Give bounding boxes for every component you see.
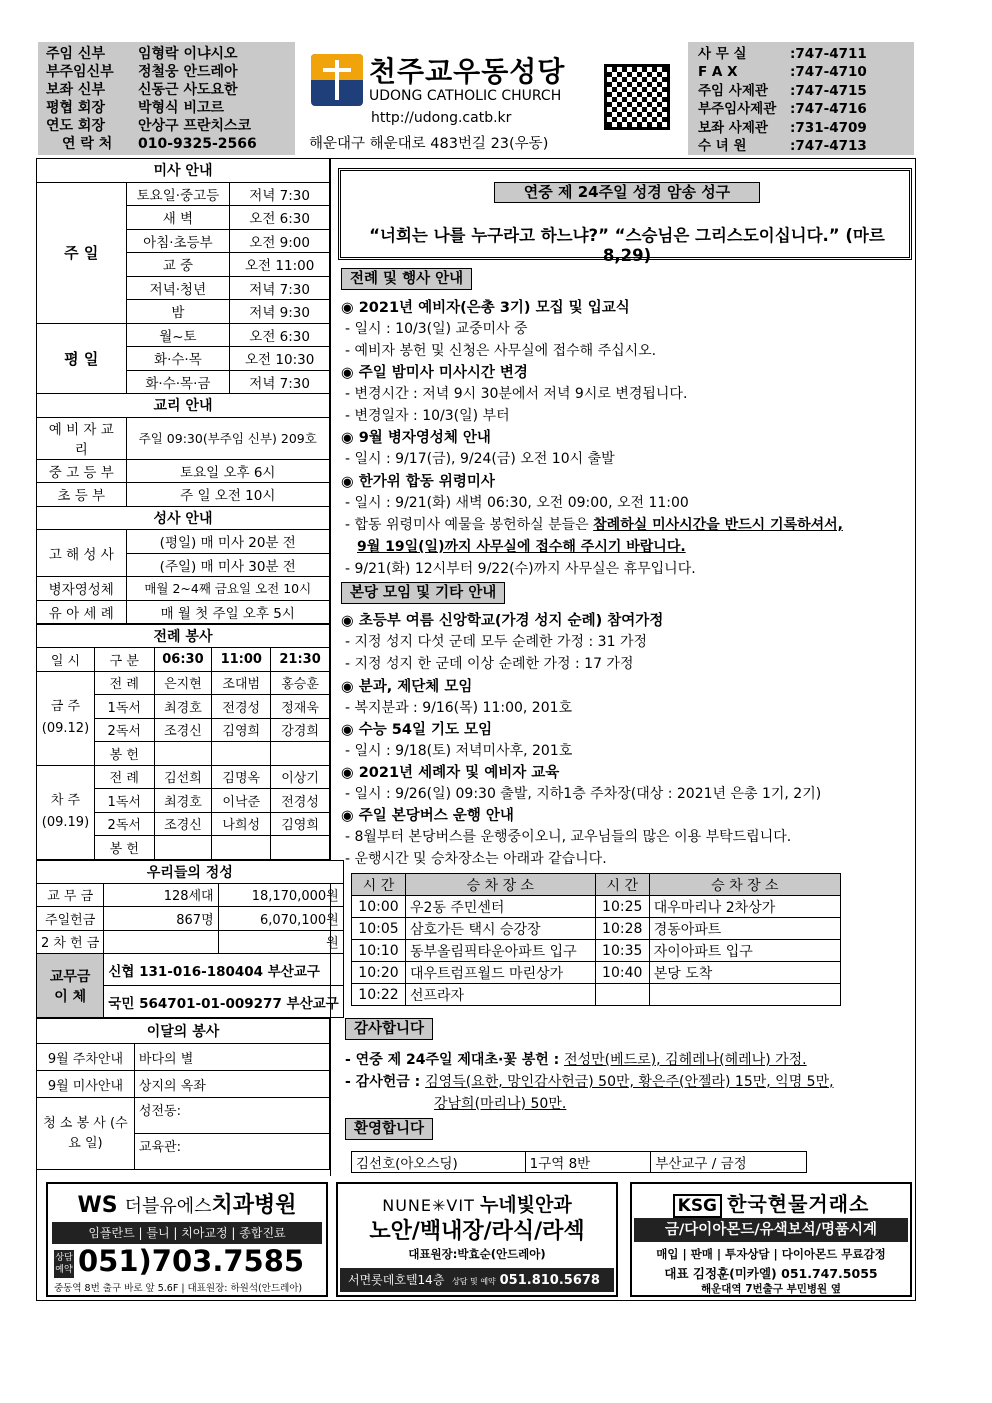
table-cell: 전 례: [94, 671, 154, 695]
table-cell: 2 차 헌 금: [37, 930, 104, 954]
table-cell: 자이아파트 입구: [649, 940, 840, 962]
table-cell: 신협 131-016-180404 부산교구: [104, 954, 343, 986]
notice-line: - 8월부터 본당버스를 운행중이오니, 교우님들의 많은 이용 부탁드립니다.: [345, 829, 792, 845]
ad-exchange[interactable]: KSG 한국현물거래소 금/다이아몬드/유색보석/명품시계 매입 | 판매 | 투자상담 | 다이아몬드 무료감정 대표 김정훈(미카엘) 051.747.5055 해운대역 7번출구 부민병원 옆: [630, 1182, 912, 1297]
table-cell: 성전동:: [134, 1098, 329, 1134]
notice-line: - 운행시간 및 승차장소는 아래과 같습니다.: [345, 851, 607, 867]
table-cell: 초 등 부: [37, 483, 127, 507]
table-cell: 주일헌금: [37, 907, 104, 931]
table-cell: 교리 안내: [37, 394, 330, 418]
table-cell: 오전 6:30: [230, 323, 330, 347]
notice-line: ◉ 한가위 합동 위령미사: [341, 474, 495, 490]
church-logo-icon: [311, 54, 363, 106]
thanks-line: 강남희(마리나) 50만.: [434, 1096, 567, 1112]
notice-line: ◉ 주일 본당버스 운행 안내: [341, 808, 514, 824]
table-cell: 오전 9:00: [230, 229, 330, 253]
table-cell: 김명옥: [212, 765, 271, 789]
table-cell: (평일) 매 미사 20분 전: [126, 530, 329, 554]
table-cell: [649, 984, 840, 1006]
table-cell: [154, 836, 212, 860]
table-cell: 최경호: [154, 789, 212, 813]
table-cell: 김선희: [154, 765, 212, 789]
table-cell: 10:35: [595, 940, 649, 962]
table-cell: 평 일: [37, 323, 127, 394]
table-cell: 1독서: [94, 695, 154, 719]
table-cell: 매 월 첫 주일 오후 5시: [126, 600, 329, 624]
parish-notice-title: 본당 모임 및 기타 안내: [341, 582, 505, 604]
table-cell: [154, 742, 212, 766]
ad-eye[interactable]: NUNE✳VIT 누네빛안과 노안/백내장/라식/라섹 대표원장:박효순(안드레아) 서면롯데호텔14층 상담 및 예약 051.810.5678: [336, 1182, 618, 1297]
table-cell: 교육관:: [134, 1134, 329, 1170]
table-cell: 조대범: [212, 671, 271, 695]
table-cell: 이달의 봉사: [37, 1019, 330, 1044]
table-cell: 국민 564701-01-009277 부산교구: [104, 986, 343, 1018]
notice-line: - 복지분과 : 9/16(목) 11:00, 201호: [345, 700, 573, 716]
liturgy-table: [36, 624, 330, 860]
ad-dental[interactable]: WS 더블유에스치과병원 임플란트 | 틀니 | 치아교정 | 종합진료 상담 예약 051)703.7585 중동역 8번 출구 바로 앞 5.6F | 대표원장: 하원석(안드레아): [46, 1182, 328, 1297]
table-cell: 전경성: [212, 695, 271, 719]
table-cell: 밤: [126, 300, 230, 324]
notice-line: ◉ 9월 병자영성체 안내: [341, 430, 491, 446]
table-cell: 교 중: [126, 253, 230, 277]
table-cell: 바다의 별: [134, 1044, 329, 1071]
offering-table: [36, 860, 344, 1019]
liturgy-notice-title: 전례 및 행사 안내: [341, 268, 472, 290]
mass-table: [36, 158, 330, 624]
table-cell: 원: [218, 930, 343, 954]
notice-line: ◉ 수능 54일 기도 모임: [341, 722, 493, 738]
table-cell: 성사 안내: [37, 506, 330, 530]
church-name-en: UDONG CATHOLIC CHURCH: [369, 88, 562, 104]
table-cell: 화·수·목·금: [126, 370, 230, 394]
left-column: [36, 158, 339, 1176]
notice-line: - 일시 : 9/26(일) 09:30 출발, 지하1층 주차장(대상 : 2021년 은총 1기, 2기): [345, 786, 822, 802]
welcome-table: [351, 1151, 807, 1173]
table-cell: 봉 헌: [94, 836, 154, 860]
table-cell: 10:05: [352, 918, 406, 940]
table-cell: 중 고 등 부: [37, 459, 127, 483]
table-cell: 10:10: [352, 940, 406, 962]
church-address: 해운대구 해운대로 483번길 23(우동): [309, 136, 549, 152]
notice-line: - 변경시간 : 저녁 9시 30분에서 저녁 9시로 변경됩니다.: [345, 386, 688, 402]
table-cell: 9월 주차안내: [37, 1044, 135, 1071]
table-cell: 승 차 장 소: [649, 874, 840, 896]
table-cell: 주 일: [37, 182, 127, 323]
notice-line: - 지정 성지 한 군데 이상 순례한 가정 : 17 가정: [345, 656, 634, 672]
notice-line: - 일시 : 9/21(화) 새벽 06:30, 오전 09:00, 오전 11:00: [345, 495, 689, 511]
table-cell: 저녁 9:30: [230, 300, 330, 324]
table-cell: 대우트럼프월드 마린상가: [405, 962, 595, 984]
notice-line: - 합동 위령미사 예물을 봉헌하실 분들은 참례하실 미사시간을 반드시 기록하셔서,: [345, 517, 843, 533]
table-cell: 동부올림픽타운아파트 입구: [405, 940, 595, 962]
table-cell: 본당 도착: [649, 962, 840, 984]
table-cell: 10:20: [352, 962, 406, 984]
table-cell: 전례 봉사: [37, 625, 330, 648]
table-cell: 오전 10:30: [230, 347, 330, 371]
table-cell: 06:30: [154, 648, 212, 672]
table-cell: 경동아파트: [649, 918, 840, 940]
table-cell: 은지현: [154, 671, 212, 695]
table-cell: 조경신: [154, 718, 212, 742]
notice-line: - 일시 : 10/3(일) 교중미사 중: [345, 321, 528, 337]
table-cell: 교 무 금: [37, 883, 104, 907]
table-cell: 1독서: [94, 789, 154, 813]
table-cell: 고 해 성 사: [37, 530, 127, 577]
table-cell: 새 벽: [126, 206, 230, 230]
table-cell: 10:25: [595, 896, 649, 918]
table-cell: 저녁 7:30: [230, 276, 330, 300]
welcome-title: 환영합니다: [345, 1118, 433, 1140]
table-cell: 미사 안내: [37, 159, 330, 183]
table-cell: [212, 836, 271, 860]
table-cell: 이낙준: [212, 789, 271, 813]
table-cell: 10:28: [595, 918, 649, 940]
notice-line: ◉ 초등부 여름 신앙학교(가경 성지 순례) 참여가정: [341, 613, 664, 629]
notice-line: 9월 19일(일)까지 사무실에 접수해 주시기 바랍니다.: [357, 539, 686, 555]
table-cell: 나희성: [212, 812, 271, 836]
contacts-box: 사 무 실 : 747-4711 F A X : 747-4710 주임 사제관 : 747-4715 부주임사제관 : 747-4716 보좌 사제관 : 731-4709 수 녀 원 : 747-4713: [688, 42, 914, 155]
table-cell: 2독서: [94, 812, 154, 836]
table-cell: 구 분: [94, 648, 154, 672]
table-cell: 병자영성체: [37, 577, 127, 601]
table-cell: 차 주 (09.19): [37, 765, 95, 859]
table-cell: [595, 984, 649, 1006]
thanks-title: 감사합니다: [345, 1018, 433, 1040]
notice-line: - 예비자 봉헌 및 신청은 사무실에 접수해 주십시오.: [345, 343, 657, 359]
table-cell: 일 시: [37, 648, 95, 672]
table-cell: 저녁·청년: [126, 276, 230, 300]
table-cell: 주 일 오전 10시: [126, 483, 329, 507]
table-cell: 김영희: [212, 718, 271, 742]
thanks-line: - 감사헌금 : 김영득(요한, 망인감사헌금) 50만, 황은주(안젤라) 15만, 익명 5만,: [345, 1074, 834, 1090]
table-cell: 삼호가든 택시 승강장: [405, 918, 595, 940]
qr-code[interactable]: [604, 64, 670, 130]
thanks-line: - 연중 제 24주일 제대초·꽃 봉헌 : 전성만(베드로), 김헤레나(헤레나) 가정.: [345, 1052, 807, 1068]
table-cell: 강경희: [271, 718, 330, 742]
table-cell: 정재욱: [271, 695, 330, 719]
table-cell: 부산교구 / 금정: [651, 1152, 807, 1173]
table-cell: 21:30: [271, 648, 330, 672]
verse-text: “너희는 나를 누구라고 하느냐?” “스승님은 그리스도이십니다.” (마르 8,29): [369, 226, 885, 265]
table-cell: 1구역 8반: [525, 1152, 651, 1173]
church-logo-block: [305, 48, 585, 153]
table-cell: 이상기: [271, 765, 330, 789]
table-cell: [271, 742, 330, 766]
notice-line: - 일시 : 9/17(금), 9/24(금) 오전 10시 출발: [345, 451, 615, 467]
bus-table: [351, 873, 841, 1006]
notice-line: - 지정 성지 다섯 군데 모두 순례한 가정 : 31 가정: [345, 634, 647, 650]
monthly-table: [36, 1018, 330, 1170]
verse-title: 연중 제 24주일 성경 암송 성구: [494, 182, 760, 203]
notice-line: - 일시 : 9/18(토) 저녁미사후, 201호: [345, 743, 573, 759]
staff-box: 주임 신부 임형락 이냐시오 부주임신부 정철웅 안드레아 보좌 신부 신동근 사도요한 평협 회장 박형식 비고르 연도 회장 안상구 프란치스코 연 락 처 010-9325-2566: [38, 42, 295, 155]
notice-line: ◉ 주일 밤미사 미사시간 변경: [341, 365, 528, 381]
table-cell: 금 주 (09.12): [37, 671, 95, 765]
table-cell: 전 례: [94, 765, 154, 789]
table-cell: 예 비 자 교 리: [37, 417, 127, 459]
table-cell: 대우마리나 2차상가: [649, 896, 840, 918]
table-cell: 청 소 봉 사 (수 요 일): [37, 1098, 135, 1170]
table-cell: 11:00: [212, 648, 271, 672]
table-cell: 김선호(아오스딩): [352, 1152, 526, 1173]
table-cell: 2독서: [94, 718, 154, 742]
table-cell: 저녁 7:30: [230, 370, 330, 394]
table-cell: (주일) 매 미사 30분 전: [126, 553, 329, 577]
table-cell: 김영희: [271, 812, 330, 836]
table-cell: 상지의 옥좌: [134, 1071, 329, 1098]
table-cell: 867명: [104, 907, 218, 931]
table-cell: 우2동 주민센터: [405, 896, 595, 918]
table-cell: [212, 742, 271, 766]
notice-line: ◉ 분과, 제단체 모임: [341, 679, 473, 695]
table-cell: 월~토: [126, 323, 230, 347]
table-cell: 선프라자: [405, 984, 595, 1006]
notice-line: - 변경일자 : 10/3(일) 부터: [345, 408, 510, 424]
table-cell: 오전 6:30: [230, 206, 330, 230]
table-cell: 우리들의 정성: [37, 860, 344, 883]
table-cell: 화·수·목: [126, 347, 230, 371]
table-cell: [271, 836, 330, 860]
table-cell: 교무금 이 체: [37, 954, 104, 1018]
table-cell: 승 차 장 소: [405, 874, 595, 896]
table-cell: 10:00: [352, 896, 406, 918]
notice-line: ◉ 2021년 예비자(은총 3기) 모집 및 입교식: [341, 300, 630, 316]
table-cell: 주일 09:30(부주임 신부) 209호: [126, 417, 329, 459]
church-url[interactable]: http://udong.catb.kr: [371, 110, 512, 126]
table-cell: 토요일·중고등: [126, 182, 230, 206]
table-cell: 오전 11:00: [230, 253, 330, 277]
table-cell: 유 아 세 례: [37, 600, 127, 624]
table-cell: 조경신: [154, 812, 212, 836]
notice-line: - 9/21(화) 12시부터 9/22(수)까지 사무실은 휴무입니다.: [345, 561, 696, 577]
table-cell: 홍승훈: [271, 671, 330, 695]
table-cell: 9월 미사안내: [37, 1071, 135, 1098]
church-name: 천주교우동성당: [369, 55, 566, 88]
table-cell: 시 간: [595, 874, 649, 896]
table-cell: 아침·초등부: [126, 229, 230, 253]
table-cell: 18,170,000원: [218, 883, 343, 907]
table-cell: 저녁 7:30: [230, 182, 330, 206]
table-cell: 10:40: [595, 962, 649, 984]
table-cell: 최경호: [154, 695, 212, 719]
table-cell: 토요일 오후 6시: [126, 459, 329, 483]
notice-line: ◉ 2021년 세례자 및 예비자 교육: [341, 765, 560, 781]
table-cell: 128세대: [104, 883, 218, 907]
table-cell: 6,070,100원: [218, 907, 343, 931]
table-cell: 10:22: [352, 984, 406, 1006]
table-cell: [104, 930, 218, 954]
table-cell: 봉 헌: [94, 742, 154, 766]
table-cell: 시 간: [352, 874, 406, 896]
table-cell: 전경성: [271, 789, 330, 813]
table-cell: 매월 2~4째 금요일 오전 10시: [126, 577, 329, 601]
